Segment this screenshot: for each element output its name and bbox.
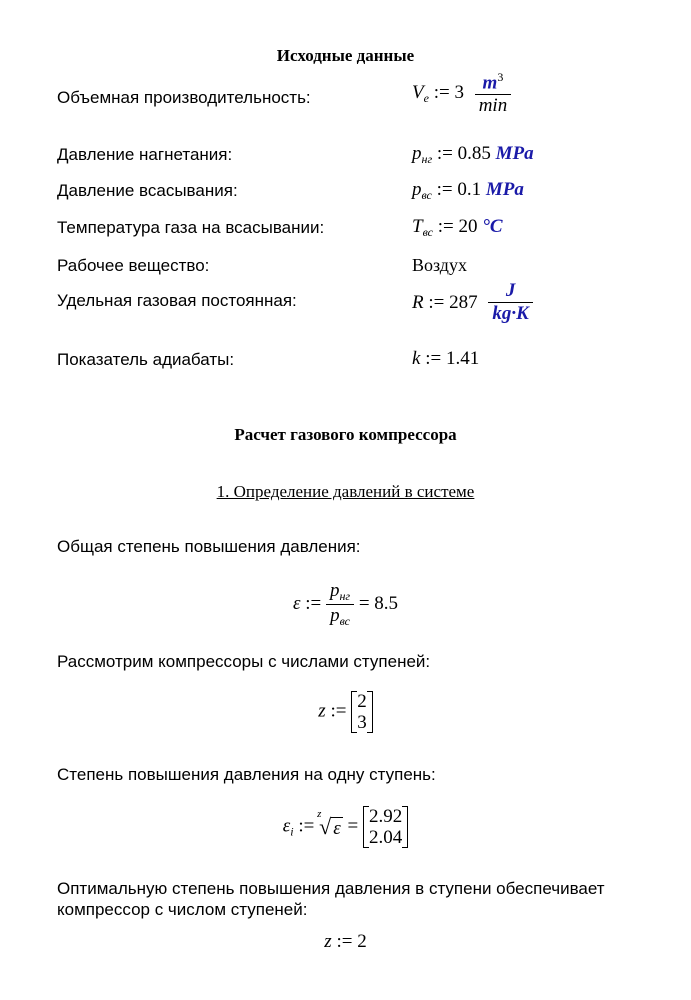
formula-adiabatic-index: k := 1.41: [412, 348, 480, 369]
formula-gas-constant: R := 287 $\frac{J}{kg\cdot K}$: [412, 280, 533, 325]
unit-volume-flow: $\frac{m^3}{\min}$: [475, 70, 512, 117]
heading-input-data: Исходные данные: [276, 46, 415, 65]
label-working-fluid: Рабочее вещество:: [57, 256, 210, 275]
stages-vector: 2 3: [351, 691, 373, 733]
formula-stages: z := 2 3: [0, 691, 691, 733]
text-optimal-line2: компрессор с числом ступеней:: [57, 900, 308, 919]
formula-optimal-stages: z := 2: [324, 931, 367, 952]
unit-gas-constant: $\frac{J}{kg\cdot K}$: [488, 280, 532, 325]
label-adiabatic-index: Показатель адиабаты:: [57, 350, 235, 369]
heading-section-1: 1. Определение давлений в системе: [216, 482, 475, 501]
label-discharge-pressure: Давление нагнетания:: [57, 145, 233, 164]
label-gas-constant: Удельная газовая постоянная:: [57, 291, 297, 310]
value-working-fluid: Воздух: [412, 255, 467, 275]
label-volume-flow: Объемная производительность:: [57, 88, 311, 107]
stage-ratio-vector: 2.92 2.04: [363, 806, 408, 848]
text-stage-ratio: Степень повышения давления на одну ступень:: [57, 765, 436, 784]
formula-stage-ratio: $\varepsilon_i$ := z √ ε = 2.92 2.04: [0, 806, 691, 848]
heading-calculation: Расчет газового компрессора: [234, 425, 457, 444]
formula-discharge-pressure: $p_{нг}$ := 0.85 MPa: [412, 143, 534, 166]
formula-suction-pressure: $p_{вс}$ := 0.1 MPa: [412, 179, 524, 202]
text-stages: Рассмотрим компрессоры с числами ступеней:: [57, 652, 431, 671]
formula-total-ratio: ε := $\frac{p_{нг}}{p_{вс}}$ = 8.5: [292, 580, 399, 628]
formula-suction-temperature: $T_{вс}$ := 20 °C: [412, 216, 503, 239]
label-suction-pressure: Давление всасывания:: [57, 181, 238, 200]
formula-volume-flow: $V_e$ := 3 $\frac{m^3}{\min}$: [412, 70, 511, 117]
label-suction-temperature: Температура газа на всасывании:: [57, 218, 325, 237]
text-total-ratio: Общая степень повышения давления:: [57, 537, 361, 556]
text-optimal-line1: Оптимальную степень повышения давления в ступени обеспечивает: [57, 879, 605, 898]
